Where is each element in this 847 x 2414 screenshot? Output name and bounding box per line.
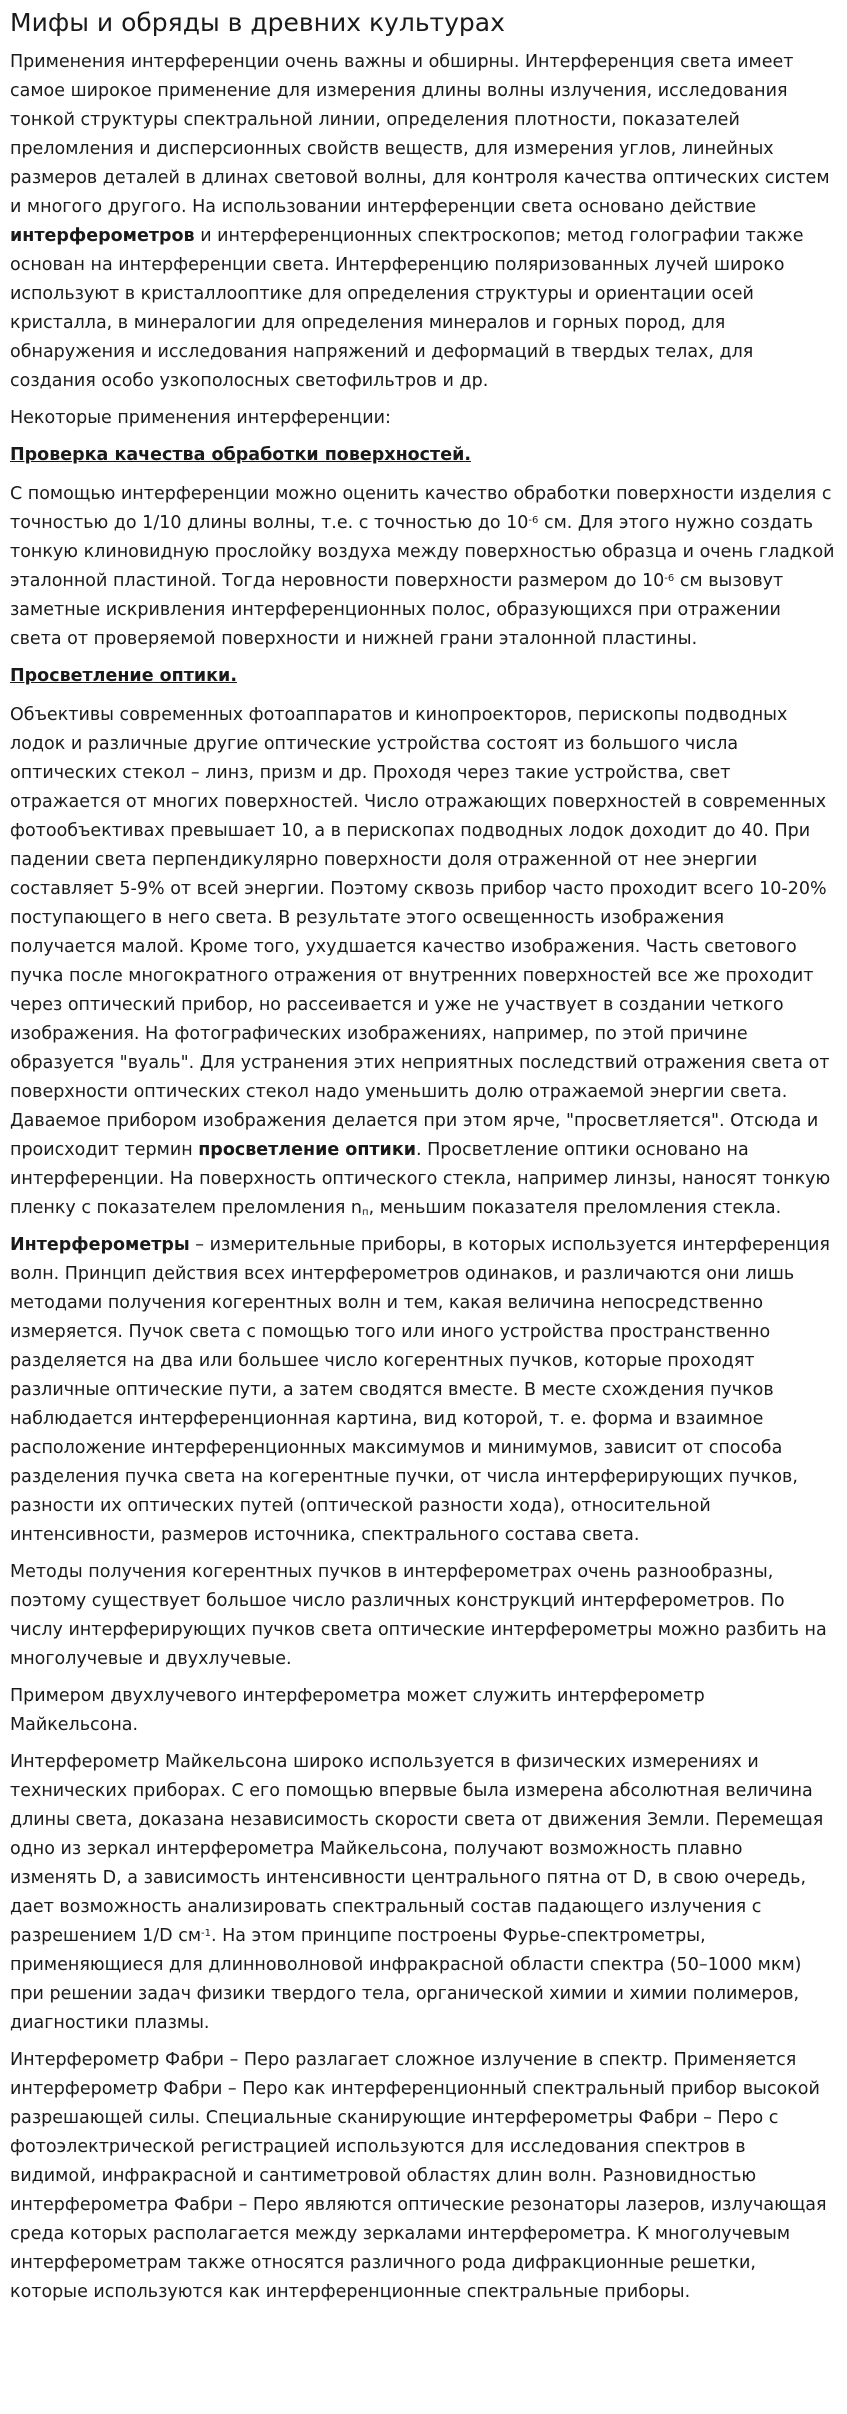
intro-text-1: Применения интерференции очень важны и обширны. Интерференция света имеет самое широкое применение для измерения длины волны излучения, исследования тонкой структуры спектральной линии, определения плотности, показателей преломления и дисперсионных свойств веществ, для измерения углов, линейных размеров деталей в длинах световой волны, для контроля качества оптических систем и многого другого. На использовании интерференции света основано действие <box>10 52 830 217</box>
optics-heading <box>10 662 835 691</box>
fabry-perot-paragraph: Интерферометр Фабри – Перо разлагает сложное излучение в спектр. Применяется интерферометр Фабри – Перо как интерференционный спектральный прибор высокой разрешающей силы. Специальные сканирующие интерферометры Фабри – Перо с фотоэлектрической регистрацией используются для исследования спектров в видимой, инфракрасной и сантиметровой областях длин волн. Разновидностью интерферометра Фабри – Перо являются оптические резонаторы лазеров, излучающая среда которых располагается между зеркалами интерферометра. К многолучевым интерферометрам также относятся различного рода дифракционные решетки, которые используются как интерференционные спектральные приборы. <box>10 2050 827 2302</box>
lead-paragraph: Некоторые применения интерференции: <box>10 408 391 428</box>
surface-exponent-1: -6 <box>528 515 539 526</box>
surface-exponent-2: -6 <box>664 573 675 584</box>
michelson-text-2: . На этом принципе построены Фурье-спектрометры, применяющиеся для длинноволновой инфракрасной области спектра (50–1000 мкм) при решении задач физики твердого тела, органической химии и химии полимеров, диагностики плазмы. <box>10 1926 802 2033</box>
interferometers-paragraph <box>10 1231 835 1550</box>
interferometers-text: – измерительные приборы, в которых используется интерференция волн. Принцип действия всех интерферометров одинаков, и различаются они лишь методами получения когерентных волн и тем, какая величина непосредственно измеряется. Пучок света с помощью того или иного устройства пространственно разделяется на два или большее число когерентных пучков, которые проходят различные оптические пути, а затем сводятся вместе. В месте схождения пучков наблюдается интерференционная картина, вид которой, т. е. форма и взаимное расположение интерференционных максимумов и минимумов, зависит от способа разделения пучка света на когерентные пучки, от числа интерферирующих пучков, разности их оптических путей (оптической разности хода), относительной интенсивности, размеров источника, спектрального состава света. <box>10 1235 830 1545</box>
surface-heading <box>10 441 835 470</box>
methods-paragraph: Методы получения когерентных пучков в интерферометрах очень разнообразны, поэтому существует большое число различных конструкций интерферометров. По числу интерферирующих пучков света оптические интерферометры можно разбить на многолучевые и двухлучевые. <box>10 1562 827 1669</box>
intro-paragraph <box>10 48 835 396</box>
michelson-paragraph <box>10 1748 835 2038</box>
optics-paragraph <box>10 701 835 1223</box>
optics-text-2: . Просветление оптики основано на интерференции. На поверхность оптического стекла, например линзы, наносят тонкую пленку с показателем преломления n <box>10 1140 831 1218</box>
interferometers-emphasis: интерферометров <box>10 226 195 246</box>
optics-heading-text: Просветление оптики. <box>10 666 237 686</box>
surface-text-2: см. Для этого нужно создать тонкую клиновидную прослойку воздуха между поверхностью образца и очень гладкой эталонной пластиной. Тогда неровности поверхности размером до 10 <box>10 513 835 591</box>
michelson-exponent: -1 <box>201 1928 212 1939</box>
intro-text-2: и интерференционных спектроскопов; метод голографии также основан на интерференции света. Интерференцию поляризованных лучей широко используют в кристаллооптике для определения структуры и ориентации осей кристалла, в минералогии для определения минералов и горных пород, для обнаружения и исследования напряжений и деформаций в твердых телах, для создания особо узкополосных светофильтров и др. <box>10 226 804 391</box>
michelson-text-1: Интерферометр Майкельсона широко используется в физических измерениях и технических приборах. С его помощью впервые была измерена абсолютная величина длины света, доказана независимость скорости света от движения Земли. Перемещая одно из зеркал интерферометра Майкельсона, получают возможность плавно изменять D, а зависимость интенсивности центрального пятна от D, в свою очередь, дает возможность анализировать спектральный состав падающего излучения с разрешением 1/D см <box>10 1752 824 1946</box>
interferometers-term: Интерферометры <box>10 1235 190 1255</box>
example-paragraph: Примером двухлучевого интерферометра может служить интерферометр Майкельсона. <box>10 1686 705 1735</box>
optics-emphasis: просветление оптики <box>198 1140 416 1160</box>
surface-paragraph <box>10 480 835 654</box>
optics-subscript: п <box>362 1207 369 1218</box>
optics-text-1: Объективы современных фотоаппаратов и кинопроекторов, перископы подводных лодок и различные другие оптические устройства состоят из большого числа оптических стекол – линз, призм и др. Проходя через такие устройства, свет отражается от многих поверхностей. Число отражающих поверхностей в современных фотообъективах превышает 10, а в перископах подводных лодок доходит до 40. При падении света перпендикулярно поверхности доля отраженной от нее энергии составляет 5-9% от всей энергии. Поэтому сквозь прибор часто проходит всего 10-20% поступающего в него света. В результате этого освещенность изображения получается малой. Кроме того, ухудшается качество изображения. Часть светового пучка после многократного отражения от внутренних поверхностей все же проходит через оптический прибор, но рассеивается и уже не участвует в создании четкого изображения. На фотографических изображениях, например, по этой причине образуется "вуаль". Для устранения этих неприятных последствий отражения света от поверхности оптических стекол надо уменьшить долю отражаемой энергии света. Даваемое прибором изображения делается при этом ярче, "просветляется". Отсюда и происходит термин <box>10 705 830 1160</box>
optics-text-3: , меньшим показателя преломления стекла. <box>368 1198 782 1218</box>
page-title: Мифы и обряды в древних культурах <box>10 8 505 37</box>
surface-text-3: см вызовут заметные искривления интерференционных полос, образующихся при отражении света от проверяемой поверхности и нижней грани эталонной пластины. <box>10 571 784 649</box>
surface-heading-text: Проверка качества обработки поверхностей. <box>10 445 471 465</box>
surface-text-1: С помощью интерференции можно оценить качество обработки поверхности изделия с точностью до 1/10 длины волны, т.е. с точностью до 10 <box>10 484 832 533</box>
